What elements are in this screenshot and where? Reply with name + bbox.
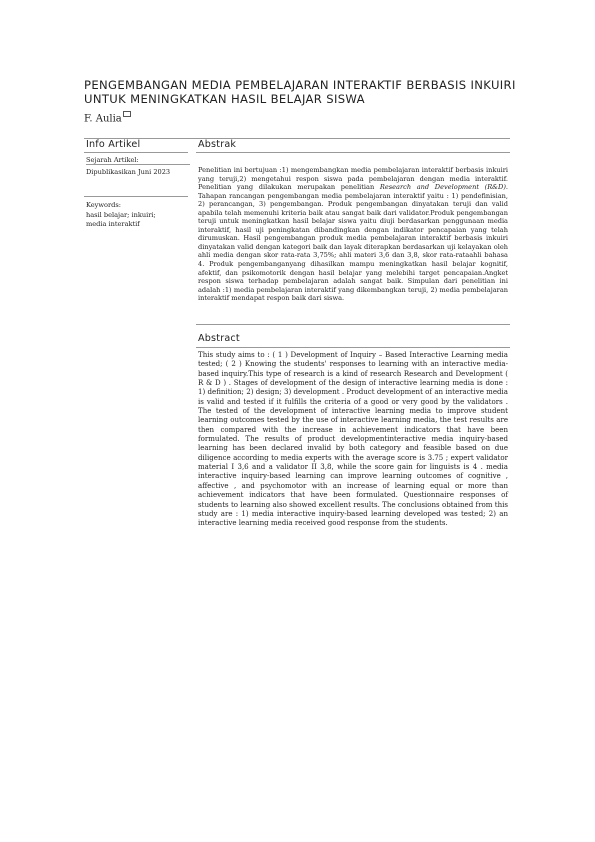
top-divider xyxy=(84,138,510,139)
info-artikel-heading: Info Artikel xyxy=(86,139,141,150)
abstract-heading: Abstract xyxy=(198,333,240,344)
history-rule xyxy=(86,164,190,165)
keywords-rule xyxy=(84,196,188,197)
history-value: Dipublikasikan Juni 2023 xyxy=(86,168,171,176)
abstract-top-rule xyxy=(196,324,510,325)
author-name xyxy=(84,111,131,124)
abstrak-text-part-2: Tahapan rancangan pengembangan media pembelajaran interaktif yaitu : 1) pendefinisian, 2) perancangan, 3) pengembangan. Produk pengembangan dinyatakan teruji dan valid apabila telah memenuhi kriteria baik atau sangat baik dari validator.Produk pengembangan teruji untuk meningkatkan hasil belajar siswa yaitu diuji berdasarkan penggunaan media interaktif, hasil uji peningkatan dibandingkan dengan indikator pencapaian yang telah dirumuskan. Hasil pengembangan produk media pembelajaran interaktif berbasis inkuiri dinyatakan valid dengan kategori baik dan layak diterapkan berdasarkan uji kelayakan oleh ahli media dengan skor rata-rata 3,75%; ahli materi 3,6 dan 3,8, skor rata-rataahli bahasa 4. Produk pengembanganyang dihasilkan mampu meningkatkan hasil belajar kognitif, afektif, dan psikomotorik dengan hasil belajar yang melebihi target pencapaian.Angket respon siswa terhadap pembelajaran adalah sangat baik. Simpulan dari penelitian ini adalah :1) media pembelajaran interaktif yang dikembangkan teruji, 2) media pembelajaran interaktif mendapat respon baik dari siswa. xyxy=(198,191,508,303)
author-name-text: F. Aulia xyxy=(84,113,122,125)
info-heading-rule xyxy=(84,152,188,153)
abstract-text: This study aims to : ( 1 ) Development of Inquiry – Based Interactive Learning media tested; ( 2 ) Knowing the students' responses to learning with an interactive media-based inquiry.This type of research is a kind of research Research and Development ( R & D ) . Stages of development of the design of interactive learning media is done : 1) definition; 2) design; 3) development . Product development of an interactive media is valid and tested if it fulfills the criteria of a good or very good by the validators . The tested of the development of interactive learning media to improve student learning outcomes tested by the use of interactive learning media, the test results are then compared with the increase in achievement indicators that have been formulated. The results of product developmentinteractive media inquiry-based learning has been declared invalid by both category and feasible based on due diligence according to media experts with the average score is 3.75 ; expert validator material I 3,6 and a validator II 3,8, while the score gain for linguists is 4 . media interactive inquiry-based learning can improve learning outcomes of cognitive , affective , and psychomotor with an increase of learning equal or more than achievement indicators that have been formulated. Questionnaire responses of students to learning also showed excellent results. The conclusions obtained from this study are : 1) media interactive inquiry-based learning developed was tested; 2) an interactive learning media received good response from the students. xyxy=(198,350,508,528)
envelope-icon xyxy=(123,111,131,117)
paper-title: PENGEMBANGAN MEDIA PEMBELAJARAN INTERAKTIF BERBASIS INKUIRI UNTUK MENINGKATKAN HASIL BELAJAR SISWA xyxy=(84,78,516,106)
abstrak-heading: Abstrak xyxy=(198,139,237,150)
abstrak-heading-rule xyxy=(196,152,510,153)
abstrak-text-part-1: Penelitian ini bertujuan :1) mengembangkan media pembelajaran interaktif berbasis inkuiri yang teruji,2) mengetahui respon siswa pada pembelajaran dengan media interaktif. Penelitian yang dilakukan merupakan penelitian xyxy=(198,166,508,192)
keywords-line-1: hasil belajar; inkuiri; xyxy=(86,211,156,219)
keywords-label: Keywords: xyxy=(86,201,121,209)
abstrak-text xyxy=(198,166,508,303)
keywords-line-2: media interaktif xyxy=(86,220,140,228)
abstract-heading-rule xyxy=(196,347,510,348)
history-label: Sejarah Artikel: xyxy=(86,156,139,164)
abstrak-text-italic: Research and Development (R&D). xyxy=(379,183,508,192)
